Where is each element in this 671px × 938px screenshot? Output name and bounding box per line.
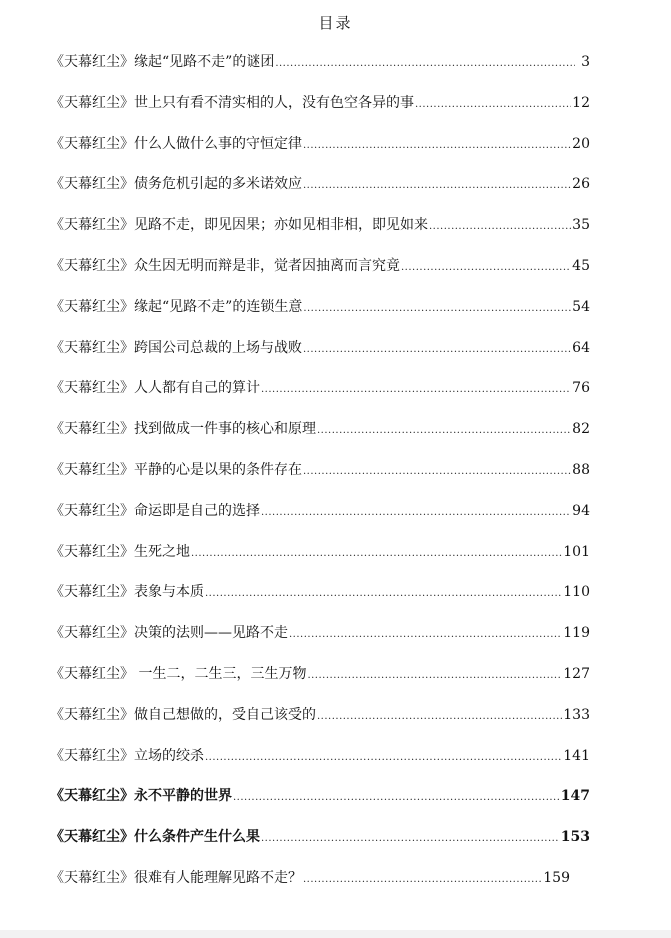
toc-entry[interactable] [50, 254, 590, 295]
toc-page-number: 76 [572, 380, 590, 397]
toc-entry-title: 《天幕红尘》平静的心是以果的条件存在 [50, 461, 302, 478]
toc-dot-leader [317, 705, 562, 729]
toc-page-number: 141 [563, 747, 590, 764]
toc-dot-leader [261, 827, 560, 851]
toc-dot-leader [289, 623, 562, 647]
toc-entry[interactable] [50, 50, 590, 91]
toc-entry-title: 《天幕红尘》债务危机引起的多米诺效应 [50, 176, 302, 193]
toc-dot-leader [429, 215, 571, 239]
toc-page-number: 35 [572, 217, 590, 234]
toc-dot-leader [303, 174, 571, 198]
toc-page-number: 12 [572, 94, 590, 111]
toc-dot-leader [303, 868, 542, 892]
toc-dot-leader [303, 134, 571, 158]
toc-page-number: 133 [563, 706, 590, 723]
toc-page-number: 45 [572, 257, 590, 274]
toc-entry-title: 《天幕红尘》很难有人能理解见路不走？ [50, 869, 302, 886]
toc-entry[interactable] [50, 172, 590, 213]
toc-entry[interactable] [50, 825, 590, 866]
toc-entry-title: 《天幕红尘》跨国公司总裁的上场与战败 [50, 339, 302, 356]
toc-entry-title: 《天幕红尘》什么人做什么事的守恒定律 [50, 135, 302, 152]
toc-entry-title: 《天幕红尘》找到做成一件事的核心和原理 [50, 421, 316, 438]
toc-page-number: 147 [560, 788, 590, 805]
toc-entry-title: 《天幕红尘》永不平静的世界 [50, 788, 232, 805]
toc-entry-title: 《天幕红尘》命运即是自己的选择 [50, 502, 260, 519]
toc-page-number: 26 [572, 176, 590, 193]
toc-page-number: 153 [560, 829, 590, 846]
toc-entry[interactable] [50, 417, 590, 458]
toc-entry[interactable] [50, 580, 590, 621]
toc-dot-leader [233, 786, 560, 810]
toc-entry[interactable] [50, 336, 590, 377]
toc-entry-title: 《天幕红尘》人人都有自己的算计 [50, 380, 260, 397]
toc-entry-title: 《天幕红尘》表象与本质 [50, 584, 204, 601]
toc-page-number: 82 [572, 421, 590, 438]
toc-dot-leader [205, 582, 562, 606]
toc-dot-leader [303, 460, 571, 484]
toc-dot-leader [191, 542, 562, 566]
toc-dot-leader [205, 746, 562, 770]
toc-entry[interactable] [50, 540, 590, 581]
toc-dot-leader [415, 93, 571, 117]
toc-list [50, 50, 590, 907]
toc-page-number: 54 [572, 298, 590, 315]
toc-entry-title: 《天幕红尘》做自己想做的，受自己该受的 [50, 706, 316, 723]
toc-page-number: 3 [581, 54, 590, 70]
toc-entry[interactable] [50, 376, 590, 417]
toc-page-number: 127 [563, 665, 590, 682]
toc-entry[interactable] [50, 866, 570, 907]
toc-title: 目录 [318, 14, 353, 32]
toc-entry-title: 《天幕红尘》决策的法则——见路不走 [50, 625, 288, 642]
toc-dot-leader [401, 256, 571, 280]
toc-page-number: 94 [572, 502, 590, 519]
toc-entry[interactable] [50, 213, 590, 254]
toc-page-number: 20 [572, 135, 590, 152]
toc-dot-leader [261, 501, 571, 525]
toc-entry-title: 《天幕红尘》众生因无明而辩是非，觉者因抽离而言究竟 [50, 257, 400, 274]
toc-entry[interactable] [50, 132, 590, 173]
toc-entry[interactable] [50, 91, 590, 132]
toc-entry[interactable] [50, 458, 590, 499]
toc-entry[interactable] [50, 499, 590, 540]
toc-page-number: 88 [572, 461, 590, 478]
toc-entry-title: 《天幕红尘》生死之地 [50, 543, 190, 560]
toc-entry-title: 《天幕红尘》缘起“见路不走”的谜团 [50, 54, 275, 70]
toc-entry-title: 《天幕红尘》见路不走，即见因果；亦如见相非相，即见如来 [50, 217, 428, 234]
toc-page-number: 64 [572, 339, 590, 356]
toc-dot-leader [307, 664, 562, 688]
toc-entry-title: 《天幕红尘》缘起“见路不走”的连锁生意 [50, 298, 303, 315]
toc-entry-title: 《天幕红尘》什么条件产生什么果 [50, 829, 260, 846]
toc-entry[interactable] [50, 621, 590, 662]
toc-dot-leader [275, 52, 575, 76]
toc-entry[interactable] [50, 784, 590, 825]
toc-page-number: 101 [563, 543, 590, 560]
toc-entry[interactable] [50, 662, 590, 703]
toc-page-number: 119 [563, 625, 590, 642]
page-bottom-margin [0, 930, 671, 938]
toc-entry-title: 《天幕红尘》世上只有看不清实相的人，没有色空各异的事 [50, 94, 414, 111]
toc-entry[interactable] [50, 703, 590, 744]
toc-dot-leader [303, 297, 571, 321]
toc-entry-title: 《天幕红尘》 一生二，二生三，三生万物 [50, 665, 307, 682]
toc-dot-leader [317, 419, 571, 443]
toc-entry-title: 《天幕红尘》立场的绞杀 [50, 747, 204, 764]
toc-dot-leader [303, 338, 571, 362]
toc-entry[interactable] [50, 744, 590, 785]
toc-page-number: 110 [563, 584, 590, 601]
toc-page-number: 159 [543, 869, 570, 886]
toc-entry[interactable] [50, 295, 590, 336]
toc-dot-leader [261, 378, 571, 402]
